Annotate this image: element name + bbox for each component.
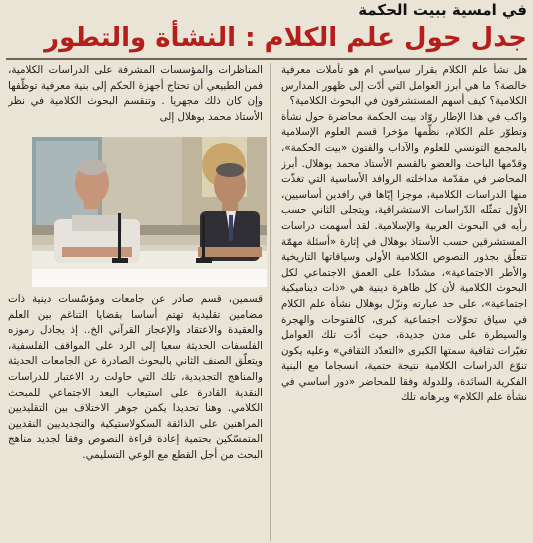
article-paragraph: هل نشأ علم الكلام بقرار سياسي ام هو تأملات معرفية خالصة؟ ما هي أبرز العوامل التي أدّت إلى ظهور المدارس الكلامية؟ كيف أسهم المستشرقون في البحوث الكلامية؟ <box>281 64 527 108</box>
article-column-right <box>281 63 527 541</box>
headline-rule <box>6 58 527 60</box>
article-paragraph: المناظرات والمؤسسات المشرفة على الدراسات الكلامية، فمن الطبيعي أن تحتاج أجهزة الحكم إلى بنية معرفية توظّفها وإن كان ذلك مجهريا . وتنقسم البحوث الكلامية في نظر الأستاذ محمد بوهلال إلى <box>8 64 263 123</box>
article-paragraph: قسمين، قسم صادر عن جامعات ومؤسّسات دينية ذات مضامين تقليدية تهتم أساسا بقضايا التناغم بين العلم والعقيدة والاعتقاد والإعجاز القرآني الخ.. إذ يجادل رموزه الفلسفات الحديثة سعيا إلى الرد على المواقف الفلسفية، ويتعلّق الصنف الثاني بالبحوث الصادرة عن الجامعات الحديثة والمناهج التجديدية، تلك التي حاولت رد الاعتبار للدراسات النقدية القادرة على استيعاب البعد الاجتماعي للمبحث الكلامي. وهنا تحديدا يكمن جوهر الاختلاف بين التقليديين المراهنين على الذائقة السكولاستيكية والتجديديين النقديين المتمسّكين بحتمية إعادة قراءة النصوص وفقا لجديد مناهج البحث من أجل القطع مع الوعي التسليمي. <box>8 293 263 461</box>
lecture-photo <box>32 137 267 287</box>
column-divider <box>270 63 271 541</box>
article-column-left-top <box>8 63 263 133</box>
kicker: في امسية ببيت الحكمة <box>358 1 527 19</box>
article-paragraph: واكب في هذا الإطار روّاد بيت الحكمة محاضرة حول نشأة وتطوّر علم الكلام، نظّمها مؤخرا قسم العلوم الإسلامية بالمجمع التونسي للعلوم والآداب والفنون «بيت الحكمة»، وقدّمها الباحث والعضو بالقسم الأستاذ محمد بوهلال. أبرز المحاضر في مقدّمة مداخلته الروافد الأساسية التي تغذّت منها الدراسات الكلامية، موجزا إيّاها في رافدين أساسيين، الأوّل تمثّله الدّراسات الاستشراقية، ويتجلى الثاني حسب رأيه في البحوث العربية والإسلامية. لقد أسهمت دراسات المستشرقين حسب الأستاذ بوهلال في إثارة «أسئلة مهمّة تتعلّق بجذور النصوص الكلامية الأولى وسياقاتها التاريخية والأطر الاجتماعية»، مشدّدا على العمق الاجتماعي لكل البحوث الكلامية لأن كل ظاهرة دينية هي «ذات ديناميكية اجتماعية»، على حد عبارته ونزّل بوهلال نشأة علم الكلام في سياق تحوّلات اجتماعية كبرى، كالفتوحات والهجرة والسيطرة على مدن جديدة، حيث أدّت تلك العوامل تغيّرات ثقافية سمتها الكبرى «التعدّد الثقافي» وعليه يكون تنوّع الدراسات الكلامية نتيجة حتمية، انسجاما مع البنية الفكرية السائدة، وللدولة وفقا للمحاضر «دور أساسي في نشأة علم الكلام» وبرهانه تلك <box>281 110 527 404</box>
headline: جدل حول علم الكلام : النشأة والتطور <box>44 23 527 53</box>
article-column-left-bottom <box>8 292 263 542</box>
